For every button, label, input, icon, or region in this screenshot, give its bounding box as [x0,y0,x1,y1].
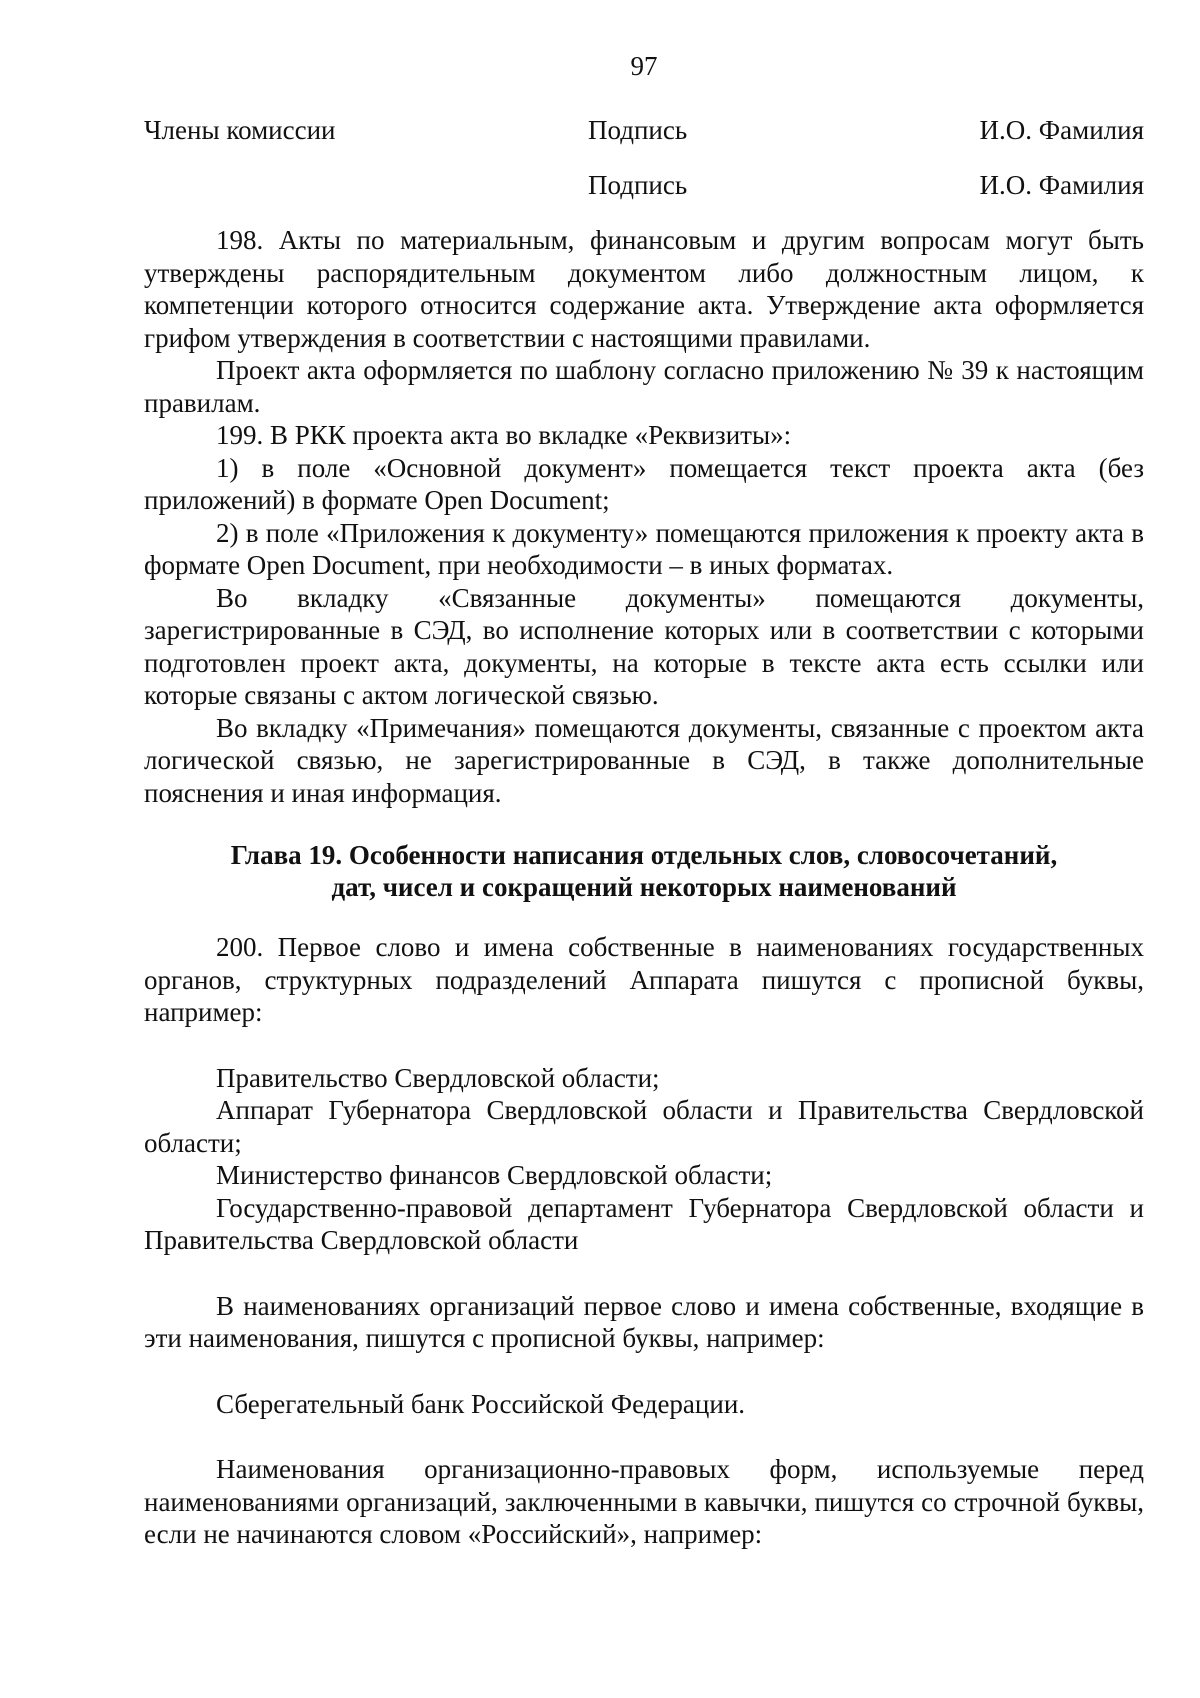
paragraph-198: 198. Акты по материальным, финансовым и другим вопросам могут быть утверждены распорядительным документом либо должностным лицом, к компетенции которого относится содержание акта. Утверждение акта оформляется грифом утверждения в соответствии с настоящими правилами. [144,225,1144,353]
signature-row [144,169,1144,201]
list-item-main-document: 1) в поле «Основной документ» помещается текст проекта акта (без приложений) в формате Open Document; [144,452,1144,515]
example-item: Министерство финансов Свердловской области; [216,1160,773,1190]
page-number: 97 [630,51,658,81]
body-text [144,224,1144,1551]
paragraph-organizations: В наименованиях организаций первое слово и имена собственные, входящие в эти наименования, пишутся с прописной буквы, например: [144,1290,1144,1353]
signature-row [144,114,1144,146]
signature-label: Подпись [588,115,688,145]
signature-name: И.О. Фамилия [979,170,1144,200]
paragraph-project-template: Проект акта оформляется по шаблону согласно приложению № 39 к настоящим правилам. [144,355,1144,418]
signature-label: Подпись [588,170,688,200]
paragraph-related-documents: Во вкладку «Связанные документы» помещаются документы, зарегистрированные в СЭД, во исполнение которых или в соответствии с которыми подготовлен проект акта, документы, на которые в тексте акта есть ссылки или которые связаны с актом логической связью. [144,582,1144,710]
example-item: Государственно-правовой департамент Губернатора Свердловской области и Правительства Свердловской области [144,1192,1144,1255]
chapter-heading-line: дат, чисел и сокращений некоторых наименований [331,872,957,902]
paragraph-legal-forms: Наименования организационно-правовых форм, используемые перед наименованиями организаций, заключенными в кавычки, пишутся со строчной буквы, если не начинаются словом «Российский», например: [144,1454,1144,1549]
example-organization: Сберегательный банк Российской Федерации. [216,1388,746,1419]
spacer [144,1257,1144,1290]
paragraph-200: 200. Первое слово и имена собственные в наименованиях государственных органов, структурных подразделений Аппарата пишутся с прописной буквы, например: [144,932,1144,1027]
signature-table [144,114,1144,201]
document-page [144,50,1144,1551]
chapter-heading [144,839,1144,903]
spacer [144,1355,1144,1388]
paragraph-notes: Во вкладку «Примечания» помещаются документы, связанные с проектом акта логической связью, не зарегистрированные в СЭД, в также дополнительные пояснения и иная информация. [144,712,1144,808]
chapter-heading-line: Глава 19. Особенности написания отдельных слов, словосочетаний, [230,840,1058,870]
example-item: Правительство Свердловской области; [216,1062,660,1093]
list-item-attachments: 2) в поле «Приложения к документу» помещаются приложения к проекту акта в формате Open Document, при необходимости – в иных форматах. [144,517,1144,580]
signature-name: И.О. Фамилия [979,115,1144,145]
paragraph-199: 199. В РКК проекта акта во вкладке «Реквизиты»: [216,420,792,450]
spacer [144,1420,1144,1453]
signature-role: Члены комиссии [144,115,336,145]
example-item: Аппарат Губернатора Свердловской области и Правительства Свердловской области; [144,1095,1144,1158]
spacer [144,1029,1144,1062]
